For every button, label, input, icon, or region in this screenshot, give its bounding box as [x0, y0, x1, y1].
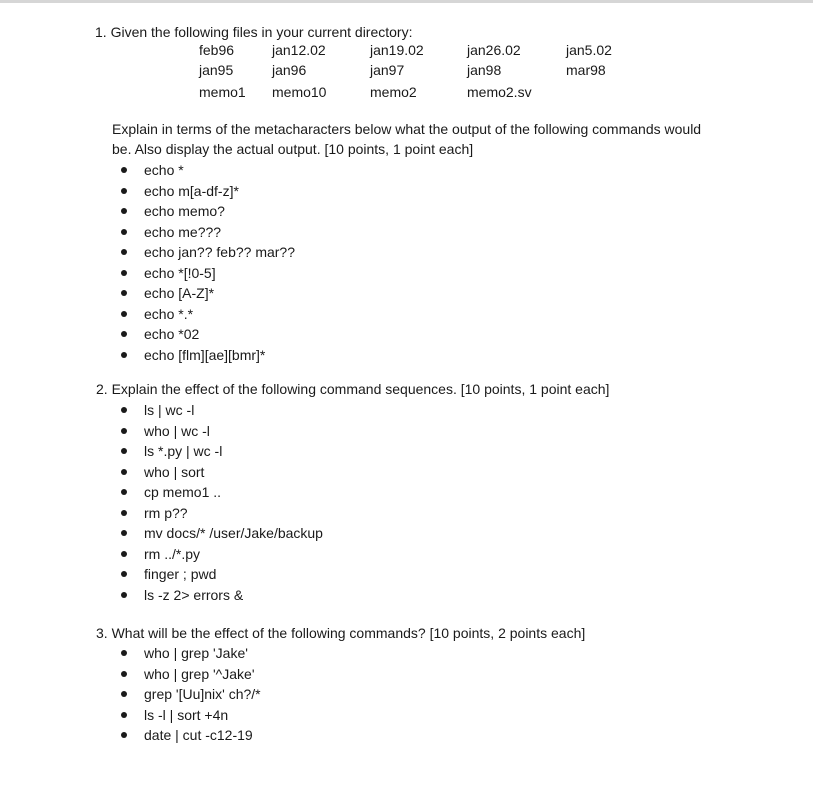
list-item: echo me??? — [144, 222, 295, 243]
list-item: echo jan?? feb?? mar?? — [144, 242, 295, 263]
list-item: ls | wc -l — [144, 400, 323, 421]
list-item: who | grep 'Jake' — [144, 643, 261, 664]
file-name: jan12.02 — [272, 42, 326, 58]
list-item: ls *.py | wc -l — [144, 441, 323, 462]
list-item: echo *02 — [144, 324, 295, 345]
bullet-icon — [121, 407, 127, 413]
bullet-icon — [121, 229, 127, 235]
bullet-icon — [121, 510, 127, 516]
file-name: jan96 — [272, 62, 307, 78]
list-item: echo [A-Z]* — [144, 283, 295, 304]
bullet-icon — [121, 249, 127, 255]
q3-command-list — [144, 643, 261, 746]
bullet-icon — [121, 592, 127, 598]
bullet-icon — [121, 551, 127, 557]
list-item: echo m[a-df-z]* — [144, 181, 295, 202]
file-name: jan26.02 — [467, 42, 521, 58]
list-item: rm ../*.py — [144, 544, 323, 565]
bullet-icon — [121, 489, 127, 495]
file-name: jan98 — [467, 62, 502, 78]
q1-heading: 1. Given the following files in your current directory: — [95, 24, 413, 40]
bullet-icon — [121, 167, 127, 173]
bullet-icon — [121, 712, 127, 718]
list-item: echo *[!0-5] — [144, 263, 295, 284]
list-item: rm p?? — [144, 503, 323, 524]
file-name: mar98 — [566, 62, 606, 78]
list-item: echo [flm][ae][bmr]* — [144, 345, 295, 366]
bullet-icon — [121, 691, 127, 697]
list-item: grep '[Uu]nix' ch?/* — [144, 684, 261, 705]
list-item: echo *.* — [144, 304, 295, 325]
file-name: memo1 — [199, 84, 246, 100]
file-name: jan5.02 — [566, 42, 612, 58]
bullet-icon — [121, 208, 127, 214]
file-name: memo10 — [272, 84, 327, 100]
bullet-icon — [121, 448, 127, 454]
list-item: ls -z 2> errors & — [144, 585, 323, 606]
file-name: jan19.02 — [370, 42, 424, 58]
file-name: jan97 — [370, 62, 405, 78]
bullet-icon — [121, 732, 127, 738]
q1-command-list — [144, 160, 295, 365]
q2-command-list — [144, 400, 323, 605]
q3-heading: 3. What will be the effect of the following commands? [10 points, 2 points each] — [96, 625, 586, 641]
list-item: echo memo? — [144, 201, 295, 222]
bullet-icon — [121, 530, 127, 536]
bullet-icon — [121, 671, 127, 677]
bullet-icon — [121, 650, 127, 656]
bullet-icon — [121, 331, 127, 337]
list-item: who | wc -l — [144, 421, 323, 442]
bullet-icon — [121, 311, 127, 317]
file-name: feb96 — [199, 42, 235, 58]
list-item: who | sort — [144, 462, 323, 483]
bullet-icon — [121, 571, 127, 577]
bullet-icon — [121, 352, 127, 358]
bullet-icon — [121, 469, 127, 475]
file-name: jan95 — [199, 62, 234, 78]
q1-instructions: Explain in terms of the metacharacters below what the output of the following commands would be. Also display the actual output. [10 points, 1 point each] — [112, 121, 702, 157]
list-item: who | grep '^Jake' — [144, 664, 261, 685]
list-item: ls -l | sort +4n — [144, 705, 261, 726]
bullet-icon — [121, 270, 127, 276]
bullet-icon — [121, 428, 127, 434]
list-item: echo * — [144, 160, 295, 181]
list-item: date | cut -c12-19 — [144, 725, 261, 746]
list-item: mv docs/* /user/Jake/backup — [144, 523, 323, 544]
bullet-icon — [121, 188, 127, 194]
q2-heading: 2. Explain the effect of the following command sequences. [10 points, 1 point each] — [96, 381, 610, 397]
file-name: memo2 — [370, 84, 417, 100]
top-border — [0, 0, 813, 3]
list-item: finger ; pwd — [144, 564, 323, 585]
bullet-icon — [121, 290, 127, 296]
file-name: memo2.sv — [467, 84, 532, 100]
list-item: cp memo1 .. — [144, 482, 323, 503]
